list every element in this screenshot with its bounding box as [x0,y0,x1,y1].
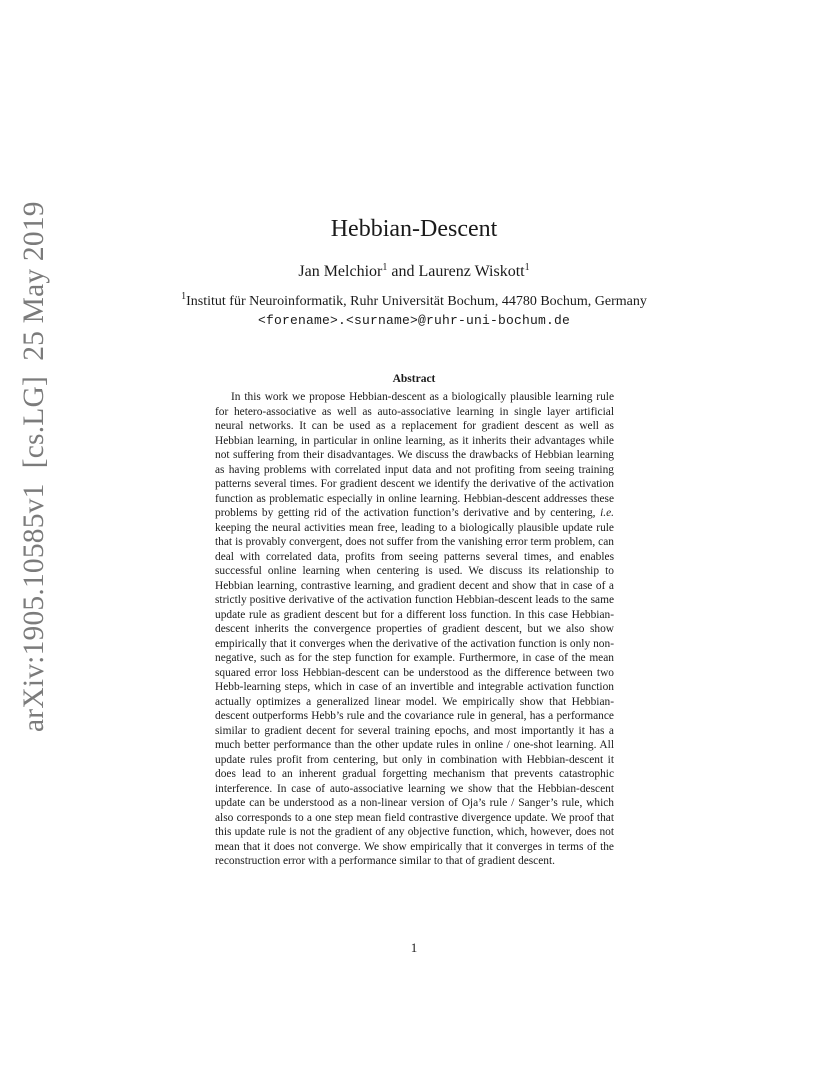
affiliation-marker: 1 [181,291,187,302]
paper-title: Hebbian-Descent [330,216,498,242]
affiliation-line [0,291,828,310]
affiliation-marker: 1 [382,262,388,273]
abstract-text-part1: In this work we propose Hebbian-descent as a biologically plausible learning rule for hetero-associative as well as auto-associative learning in single layer artificial neural networks. It can be used as a replacement for gradient descent as well as Hebbian learning, in particular in online learning, as it inherits their advantages while not suffering from their disadvantages. We discuss the drawbacks of Hebbian learning as having problems with correlated input data and not profiting from seeing training patterns several times. For gradient descent we identify the derivative of the activation function as problematic especially in online learning. Hebbian-descent addresses these problems by getting rid of the activation function’s derivative and by centering, [215,391,614,519]
author-email: <forename>.<surname>@ruhr-uni-bochum.de [257,313,571,328]
author-name: Jan Melchior [298,263,383,280]
author-line [0,263,828,281]
abstract-text-part2: keeping the neural activities mean free, leading to a biologically plausible update rule that is provably convergent, does not suffer from the vanishing error term problem, can deal with correlated data, profits from seeing patterns several times, and enables successful online learning when centering is used. We discuss its relationship to Hebbian learning, contrastive learning, and gradient decent and show that in case of a strictly positive derivative of the activation function Hebbian-descent leads to the same update rule as gradient descent but for a different loss function. In this case Hebbian-descent inherits the convergence properties of gradient descent, but we also show empirically that it converges when the derivative of the activation function is only non-negative, such as for the step function for example. Furthermore, in case of the mean squared error loss Hebbian-descent can be understood as the difference between two Hebb-learning steps, which in case of an invertible and integrable activation function actually optimizes a generalized linear model. We empirically show that Hebbian-descent outperforms Hebb’s rule and the covariance rule in general, has a performance similar to gradient decent for several training epochs, and most importantly it has a much better performance than the other update rules in online / one-shot learning. All update rules profit from centering, but only in combination with Hebbian-descent it does lead to an inherent gradual forgetting mechanism that prevents catastrophic interference. In case of auto-associative learning we show that the Hebbian-descent update can be understood as a non-linear version of Oja’s rule / Sanger’s rule, which also corresponds to a one step mean field contrastive divergence update. We proof that this update rule is not the gradient of any objective function, which, however, does not mean that it does not converge. We show empirically that it converges in terms of the reconstruction error with a performance similar to that of gradient descent. [215,521,614,867]
abstract-italic-ie: i.e. [600,507,614,519]
affiliation-text: Institut für Neuroinformatik, Ruhr Universität Bochum, 44780 Bochum, Germany [186,294,647,309]
page-number: 1 [410,940,418,955]
arxiv-identifier-stamp: arXiv:1905.10585v1 [cs.LG] 25 May 2019 [18,201,50,732]
abstract-body [215,390,614,869]
abstract-heading: Abstract [392,373,436,385]
author-name: Laurenz Wiskott [418,263,525,280]
affiliation-marker: 1 [524,262,530,273]
author-connector: and [387,263,419,280]
